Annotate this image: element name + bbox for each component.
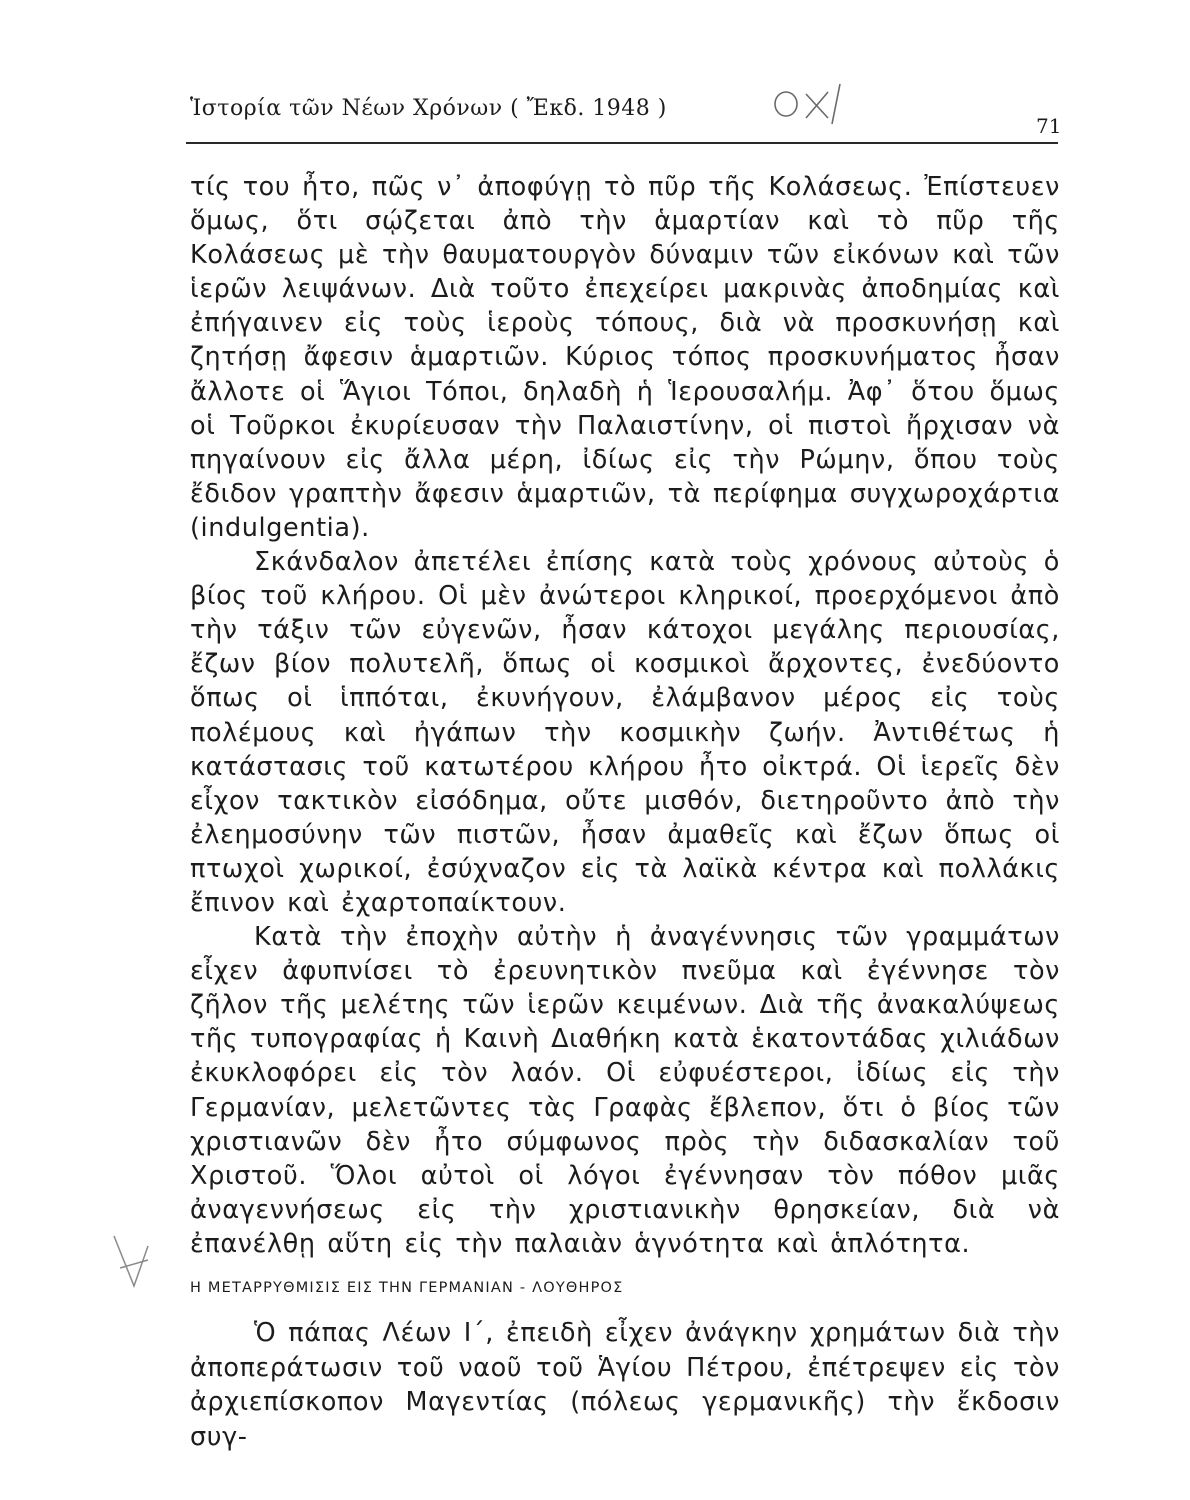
paragraph-1: τίς του ἦτο, πῶς ν᾽ ἀποφύγῃ τὸ πῦρ τῆς Κολάσεως. Ἐπίστευεν ὅμως, ὅτι σῴζεται ἀπὸ τὴν ἁμαρτίαν καὶ τὸ πῦρ τῆς Κολάσεως μὲ τὴν θαυματουργὸν δύναμιν τῶν εἰκόνων καὶ τῶν ἱερῶν λειψάνων. Διὰ τοῦτο ἐπεχείρει μακρινὰς ἀποδημίας καὶ ἐπήγαινεν εἰς τοὺς ἱεροὺς τόπους, διὰ νὰ προσκυνήσῃ καὶ ζητήσῃ ἄφεσιν ἁμαρτιῶν. Κύριος τόπος προσκυνήματος ἦσαν ἄλλοτε οἱ Ἅγιοι Τόποι, δηλαδὴ ἡ Ἱερουσαλήμ. Ἀφ᾽ ὅτου ὅμως οἱ Τοῦρκοι ἐκυρίευσαν τὴν Παλαιστίνην, οἱ πιστοὶ ἤρχισαν νὰ πηγαίνουν εἰς ἄλλα μέρη, ἰδίως εἰς τὴν Ρώμην, ὅπου τοὺς ἔδιδον γραπτὴν ἄφεσιν ἁμαρτιῶν, τὰ περίφημα συγχωροχάρτια (indulgentia). <box>190 172 1060 543</box>
page-number: 71 <box>1036 114 1062 138</box>
section-text <box>190 1316 1060 1454</box>
paragraph-4: Ὁ πάπας Λέων Ι΄, ἐπειδὴ εἶχεν ἀνάγκην χρημάτων διὰ τὴν ἀποπεράτωσιν τοῦ ναοῦ τοῦ Ἁγίου Πέτρου, ἐπέτρεψεν εἰς τὸν ἀρχιεπίσκοπον Μαγεντίας (πόλεως γερμανικῆς) τὴν ἔκδοσιν συγ- <box>190 1318 1060 1452</box>
header-rule <box>186 142 1058 144</box>
paragraph-2: Σκάνδαλον ἀπετέλει ἐπίσης κατὰ τοὺς χρόνους αὐτοὺς ὁ βίος τοῦ κλήρου. Οἱ μὲν ἀνώτεροι κληρικοί, προερχόμενοι ἀπὸ τὴν τάξιν τῶν εὐγενῶν, ἦσαν κάτοχοι μεγάλης περιουσίας, ἔζων βίον πολυτελῆ, ὅπως οἱ κοσμικοὶ ἄρχοντες, ἐνεδύοντο ὅπως οἱ ἱππόται, ἐκυνήγουν, ἐλάμβανον μέρος εἰς τοὺς πολέμους καὶ ἠγάπων τὴν κοσμικὴν ζωήν. Ἀντιθέτως ἡ κατάστασις τοῦ κατωτέρου κλήρου ἦτο οἰκτρά. Οἱ ἱερεῖς δὲν εἶχον τακτικὸν εἰσόδημα, οὔτε μισθόν, διετηροῦντο ἀπὸ τὴν ἐλεημοσύνην τῶν πιστῶν, ἦσαν ἀμαθεῖς καὶ ἔζων ὅπως οἱ πτωχοὶ χωρικοί, ἐσύχναζον εἰς τὰ λαϊκὰ κέντρα καὶ πολλάκις ἔπινον καὶ ἐχαρτοπαίκτουν. <box>190 547 1060 918</box>
paragraph-3: Κατὰ τὴν ἐποχὴν αὐτὴν ἡ ἀναγέννησις τῶν γραμμάτων εἶχεν ἀφυπνίσει τὸ ἐρευνητικὸν πνεῦμα καὶ ἐγέννησε τὸν ζῆλον τῆς μελέτης τῶν ἱερῶν κειμένων. Διὰ τῆς ἀνακαλύψεως τῆς τυπογραφίας ἡ Καινὴ Διαθήκη κατὰ ἑκατοντάδας χιλιάδων ἐκυκλοφόρει εἰς τὸν λαόν. Οἱ εὐφυέστεροι, ἰδίως εἰς τὴν Γερμανίαν, μελετῶντες τὰς Γραφὰς ἔβλεπον, ὅτι ὁ βίος τῶν χριστιανῶν δὲν ἦτο σύμφωνος πρὸς τὴν διδασκαλίαν τοῦ Χριστοῦ. Ὅλοι αὐτοὶ οἱ λόγοι ἐγέννησαν τὸν πόθον μιᾶς ἀναγεννήσεως εἰς τὴν χριστιανικὴν θρησκείαν, διὰ νὰ ἐπανέλθῃ αὕτη εἰς τὴν παλαιὰν ἁγνότητα καὶ ἁπλότητα. <box>190 922 1060 1259</box>
handwritten-note-mark <box>770 78 850 128</box>
margin-pencil-mark <box>108 1228 154 1292</box>
section-heading: Η ΜΕΤΑΡΡΥΘΜΙΣΙΣ ΕΙΣ ΤΗΝ ΓΕΡΜΑΝΙΑΝ - ΛΟΥΘΗΡΟΣ <box>190 1280 624 1296</box>
main-text <box>190 170 1060 1261</box>
running-head: Ἱστορία τῶν Νέων Χρόνων ( Ἔκδ. 1948 ) <box>190 96 667 121</box>
